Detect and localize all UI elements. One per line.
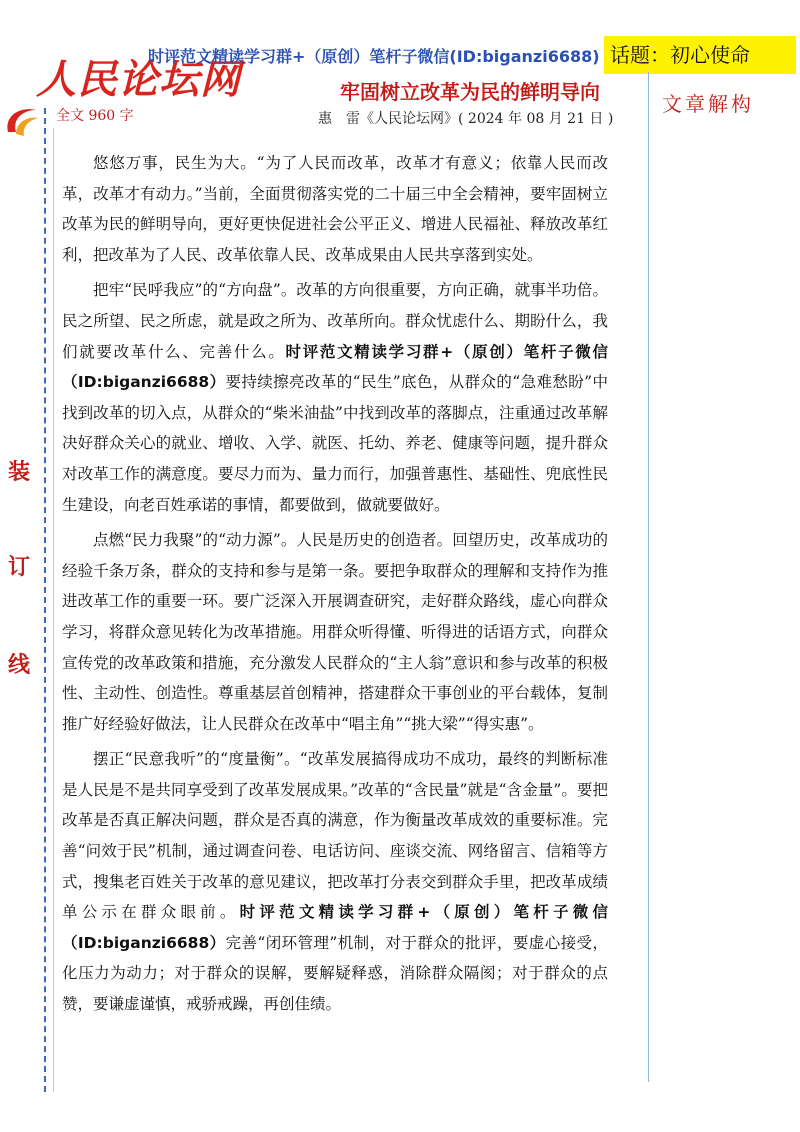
paragraph-text: 摆正“民意我听”的“度量衡”。“改革发展搞得成功不成功，最终的判断标准是人民是不是共同享受到了改革发展成果。”改革的“含民量”就是“含金量”。要把改革是否真正解决问题，群众是否真的满意，作为衡量改革成效的重要标准。完善“问效于民”机制，通过调查问卷、电话访问、座谈交流、网络留言、信箱等方式，搜集老百姓关于改革的意见建议，把改革打分表交到群众手里，把改革成绩单公示在群众眼前。 — [62, 750, 608, 922]
margin-line — [53, 128, 54, 1092]
paragraph-text: 把牢“民呼我应”的“方向盘”。改革的方向很重要，方向正确，就事半功倍。民之所望、民之所虑，就是政之所为、改革所向。群众忧虑什么、期盼什么，我们就要改革什么、完善什么。 — [62, 281, 608, 361]
paragraph-text: 点燃“民力我聚”的“动力源”。人民是历史的创造者。回望历史，改革成功的经验千条万条，群众的支持和参与是第一条。要把争取群众的理解和支持作为推进改革工作的重要一环。要广泛深入开展调查研究，走好群众路线，虚心向群众学习，将群众意见转化为改革措施。用群众听得懂、听得进的话语方式，向群众宣传党的改革政策和措施，充分激发人民群众的“主人翁”意识和参与改革的积极性、主动性、创造性。尊重基层首创精神，搭建群众干事创业的平台载体，复制推广好经验好做法，让人民群众在改革中“唱主角”“挑大梁”“得实惠”。 — [62, 531, 608, 733]
promo-banner: 时评范文精读学习群+（原创）笔杆子微信(ID:biganzi6688) — [148, 47, 600, 66]
paragraph — [62, 525, 608, 739]
paragraph-text: 要持续擦亮改革的“民生”底色，从群众的“急难愁盼”中找到改革的切入点，从群众的“柴米油盐”中找到改革的落脚点，注重通过改革解决好群众关心的就业、增收、入学、就医、托幼、养老、健康等问题，提升群众对改革工作的满意度。要尽力而为、量力而行，加强普惠性、基础性、兜底性民生建设，向老百姓承诺的事情，都要做到，做就要做好。 — [62, 373, 608, 514]
binding-char-2: 订 — [8, 550, 30, 581]
logo-swoosh-icon — [2, 102, 42, 142]
paragraph-text: 悠悠万事，民生为大。“为了人民而改革，改革才有意义；依靠人民而改革，改革才有动力。”当前，全面贯彻落实党的二十届三中全会精神，要牢固树立改革为民的鲜明导向，更好更快促进社会公平正义、增进人民福祉、释放改革红利，把改革为了人民、改革依靠人民、改革成果由人民共享落到实处。 — [62, 154, 608, 264]
paragraph — [62, 148, 608, 270]
paragraph-text: 完善“闭环管理”机制，对于群众的批评，要虚心接受，化压力为动力；对于群众的误解，要解疑释惑，消除群众隔阂；对于群众的点赞，要谦虚谨慎，戒骄戒躁，再创佳绩。 — [62, 933, 608, 1014]
paragraph — [62, 744, 608, 1019]
paragraph — [62, 275, 608, 520]
promo-text: 时评范文精读学习群+（原创）笔杆子微信（ID:biganzi6688） — [62, 903, 608, 952]
article-byline: 惠 雷《人民论坛网》( 2024 年 08 月 21 日 ) — [318, 111, 614, 127]
binding-char-1: 装 — [8, 455, 30, 486]
article-title: 牢固树立改革为民的鲜明导向 — [340, 80, 600, 104]
analysis-label: 文章解构 — [662, 92, 754, 116]
topic-badge: 话题：初心使命 — [604, 36, 796, 74]
binding-char-3: 线 — [8, 648, 30, 679]
binding-dashed-line — [44, 108, 46, 1092]
promo-text: 时评范文精读学习群+（原创）笔杆子微信（ID:biganzi6688） — [62, 342, 608, 392]
word-count: 全文 960 字 — [56, 108, 134, 124]
right-divider — [648, 72, 649, 1082]
logo-text: 人民论坛网 — [36, 56, 241, 103]
article-body — [62, 148, 608, 1025]
